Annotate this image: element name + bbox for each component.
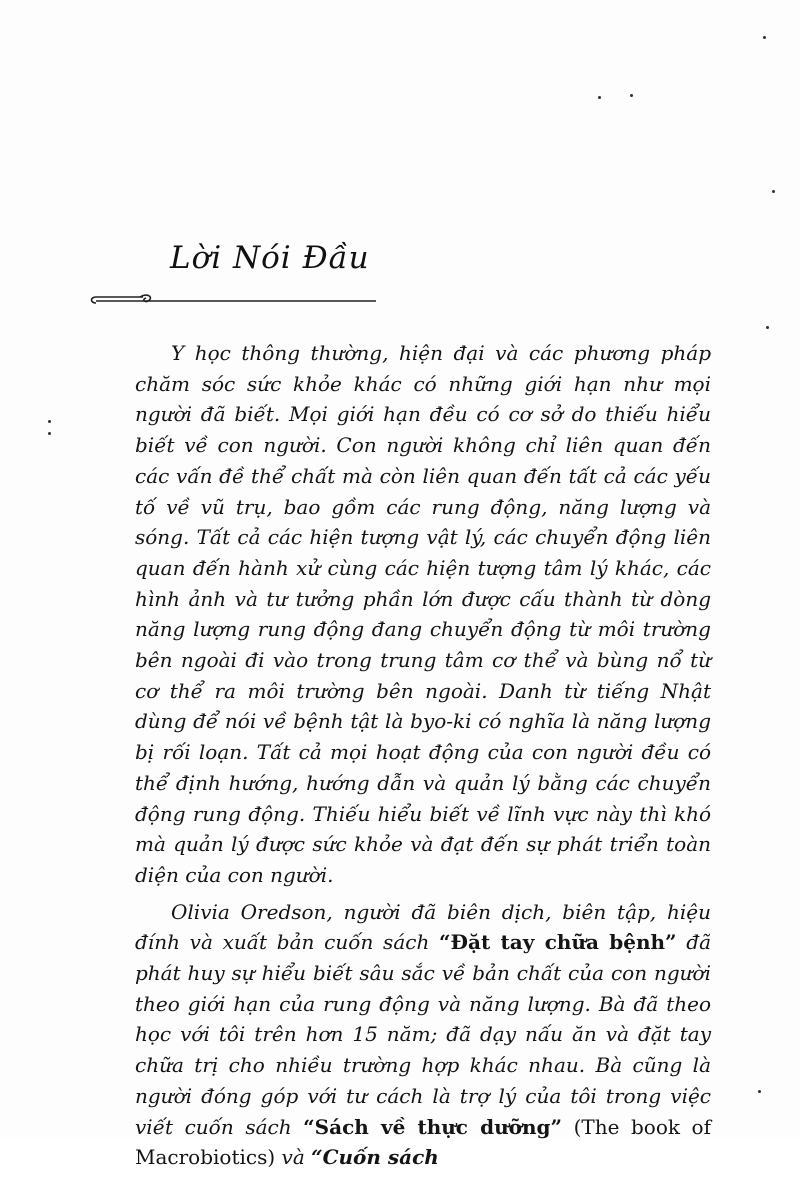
paragraph [135, 338, 711, 891]
paragraph [135, 897, 711, 1173]
scan-speck [48, 420, 51, 423]
text-segment: Olivia Oredson, người đã biên dịch, biên tập, hiệu đính và xuất bản cuốn sách [135, 899, 711, 955]
scan-speck [598, 96, 601, 99]
emphasized-text: “Cuốn sách [311, 1145, 439, 1170]
body-text [135, 338, 711, 1179]
page-title: Lời Nói Đầu [170, 240, 370, 276]
text-segment: và [275, 1145, 312, 1170]
scan-speck [766, 326, 769, 329]
title-underline-ornament [88, 288, 378, 312]
text-segment: Y học thông thường, hiện đại và các phương pháp chăm sóc sức khỏe khác có những giới hạn như mọi người đã biết. Mọi giới hạn đều có cơ sở do thiếu hiểu biết về con người. Con người không chỉ liên quan đến các vấn đề thể chất mà còn liên quan đến tất cả các yếu tố về vũ trụ, bao gồm các rung động, năng lượng và sóng. Tất cả các hiện tượng vật lý, các chuyển động liên quan đến hành xử cùng các hiện tượng tâm lý khác, các hình ảnh và tư tưởng phần lớn được cấu thành từ dòng năng lượng rung động đang chuyển động từ môi trường bên ngoài đi vào trong trung tâm cơ thể và bùng nổ từ cơ thể ra môi trường bên ngoài. Danh từ tiếng Nhật dùng để nói về bệnh tật là byo-ki có nghĩa là năng lượng bị rối loạn. Tất cả mọi hoạt động của con người đều có thể định hướng, hướng dẫn và quản lý bằng các chuyển động rung động. Thiếu hiểu biết về lĩnh vực này thì khó mà quản lý được sức khỏe và đạt đến sự phát triển toàn diện của con người. [135, 341, 711, 887]
emphasized-text: (The book of Macrobiotics) [135, 1114, 711, 1170]
scan-speck [758, 1090, 761, 1093]
scan-speck [772, 190, 775, 193]
scan-speck [763, 36, 766, 39]
scan-speck [48, 432, 51, 435]
emphasized-text: “Đặt tay chữa bệnh” [439, 930, 677, 955]
text-segment: đã phát huy sự hiểu biết sâu sắc về bản chất của con người theo giới hạn của rung động và năng lượng. Bà đã theo học với tôi trên hơn 15 năm; đã dạy nấu ăn và đặt tay chữa trị cho nhiều trường hợp khác nhau. Bà cũng là người đóng góp với tư cách là trợ lý của tôi trong việc viết cuốn sách [135, 930, 711, 1139]
scan-speck [630, 94, 633, 97]
emphasized-text: “Sách về thực dưỡng” [303, 1114, 563, 1139]
